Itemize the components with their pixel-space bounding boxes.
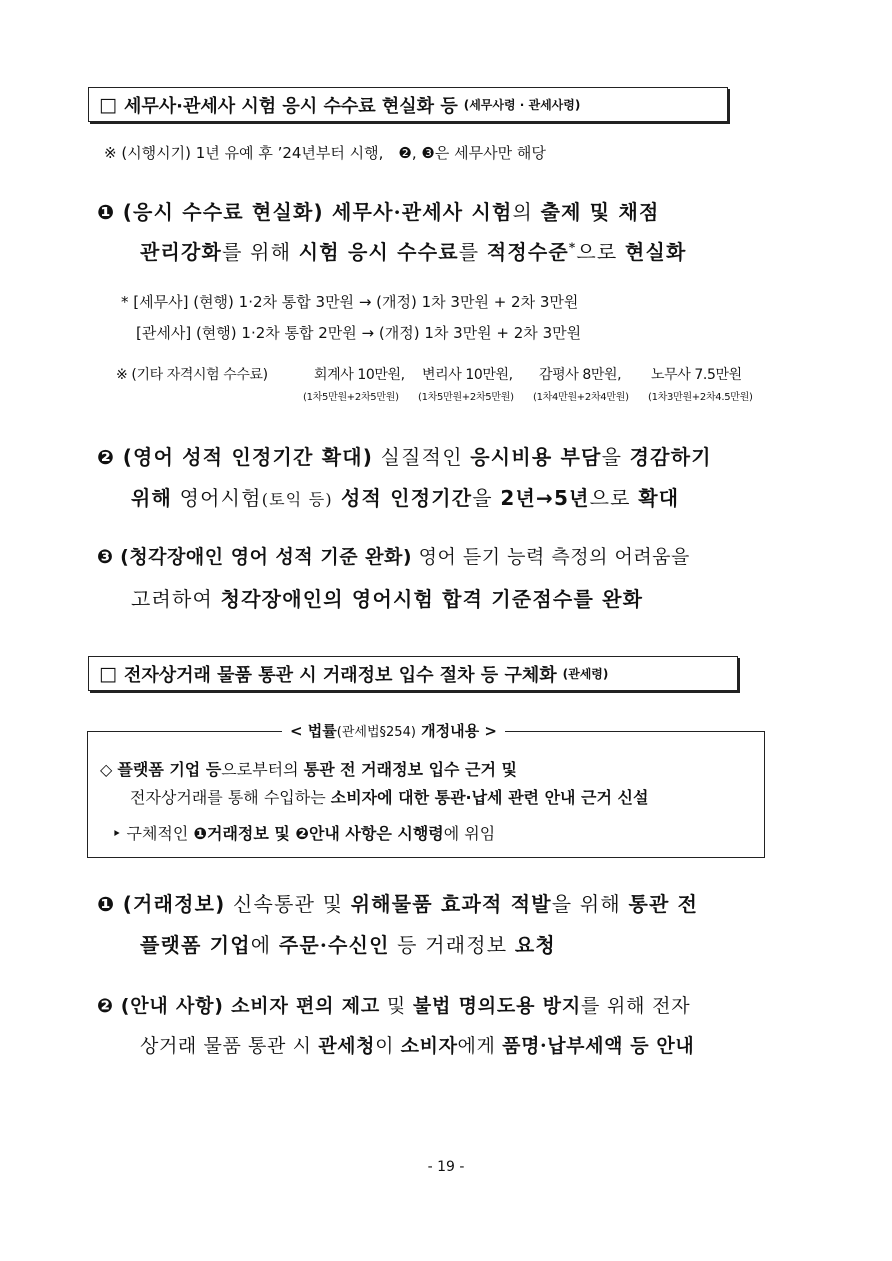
s2-item1-l1-e: 을 위해: [551, 892, 629, 916]
s2-item1-l1-c: 및: [315, 892, 351, 916]
s2-item2-l2-b: 관세청: [318, 1035, 376, 1057]
s2-item2-l2-c: 이: [375, 1035, 401, 1057]
s1-item1-text-c: 출제 및 채점: [540, 200, 660, 224]
s1-item3-line1: [97, 542, 690, 569]
s1-item2-l2-g: 으로: [589, 486, 639, 510]
s1-item2-l1-d: 을: [601, 445, 630, 469]
s2-item2-l1-d: 불법 명의도용 방지: [412, 995, 581, 1017]
s2-item1-l1-d: 위해물품 효과적 적발: [350, 892, 552, 916]
s1-item2-l2-b: 영어시험: [172, 486, 262, 510]
s1-item3-l2-b: 청각장애인의 영어시험 합격 기준점수를 완화: [220, 587, 644, 611]
other-fee-labor: 노무사 7.5만원: [651, 367, 742, 383]
bullet-3-icon: ❸: [97, 546, 114, 568]
s2-item1-l2-a: 플랫폼 기업: [140, 933, 251, 957]
s1-item3-l1-b: 영어 듣기 능력 측정의 어려움을: [412, 546, 690, 568]
s2-item2-l1-b: 소비자 편의 제고: [223, 995, 381, 1017]
breakdown-appraiser: (1차4만원+2차4만원): [533, 392, 629, 403]
fee-line-tax: * [세무사] (현행) 1·2차 통합 3만원 → (개정) 1차 3만원 + 2차 3만원: [121, 293, 579, 311]
s1-item1-l2-e: 적정수준: [486, 240, 569, 264]
s2-item1-l2-b: 에: [250, 933, 279, 957]
bullet-1-icon: ❶: [97, 200, 116, 224]
s1-item2-l1-b: 실질적인: [373, 445, 471, 469]
section1-header: [88, 87, 728, 122]
s1-item2-l2-h: 확대: [638, 486, 680, 510]
section1-header-note: (세무사령 · 관세사령): [463, 98, 581, 112]
s1-item2-l2-f: 2년→5년: [500, 486, 590, 510]
s2-item1-heading: (거래정보): [122, 892, 226, 916]
checkbox-square-icon: □: [99, 662, 117, 685]
s1-item3-l2-a: 고려하여: [131, 587, 221, 611]
law-title-c: 개정내용 >: [415, 722, 497, 740]
s2-item2-l2-f: 품명·납부세액 등 안내: [502, 1035, 695, 1057]
s1-item2-heading: (영어 성적 인정기간 확대): [122, 445, 374, 469]
s2-item1-l2-d: 등 거래정보: [389, 933, 515, 957]
s1-item1-l2-h: 현실화: [625, 240, 687, 264]
s2-item2-line2: [140, 1031, 694, 1058]
s2-item1-l1-f: 통관 전: [628, 892, 699, 916]
law-l3-b: ❶거래정보 및 ❷안내 사항은 시행령: [193, 824, 444, 843]
section2-header-note: (관세령): [562, 667, 609, 681]
s1-item1-heading: (응시 수수료 현실화): [122, 200, 324, 224]
s2-item2-heading: (안내 사항): [120, 995, 224, 1017]
s2-item2-l2-a: 상거래 물품 통관 시: [140, 1035, 319, 1057]
bullet-2-icon: ❷: [97, 995, 114, 1017]
s1-item2-l1-c: 응시비용 부담: [470, 445, 602, 469]
law-box-line1: [100, 757, 517, 780]
other-fees-label: ※ (기타 자격시험 수수료): [116, 367, 268, 383]
timing-note: ※ (시행시기) 1년 유예 후 ’24년부터 시행, ❷, ❸은 세무사만 해당: [104, 144, 546, 162]
s1-item1-text-a: 세무사·관세사 시험: [323, 200, 513, 224]
s1-item1-l2-b: 를 위해: [222, 240, 299, 264]
s1-item1-l2-d: 를: [458, 240, 487, 264]
s1-item1-line2: [140, 236, 687, 265]
fee-line-customs: [관세사] (현행) 1·2차 통합 2만원 → (개정) 1차 3만원 + 2차 3만원: [136, 324, 582, 342]
other-fee-accountant: 회계사 10만원,: [314, 367, 405, 383]
s1-item2-l2-d: 성적 인정기간: [332, 486, 473, 510]
s2-item2-l2-e: 에게: [457, 1035, 503, 1057]
s1-item2-line2: [131, 482, 679, 511]
law-box-line3: [112, 821, 495, 844]
s2-item1-l2-c: 주문·수신인: [278, 933, 390, 957]
s2-item2-l1-c: 및: [380, 995, 413, 1017]
law-box-line2: [130, 785, 648, 808]
other-fee-appraiser: 감평사 8만원,: [539, 367, 622, 383]
s2-item1-line1: [97, 888, 698, 917]
page-number: - 19 -: [427, 1159, 465, 1175]
s2-item2-l2-d: 소비자: [400, 1035, 458, 1057]
section1-title: 세무사·관세사 시험 응시 수수료 현실화 등: [123, 95, 458, 117]
s1-item2-l2-c: (토익 등): [261, 490, 333, 509]
breakdown-accountant: (1차5만원+2차5만원): [303, 392, 399, 403]
law-l3-a: ‣ 구체적인: [112, 824, 194, 843]
s1-item1-line1: [97, 196, 660, 225]
law-l3-c: 에 위임: [443, 824, 496, 843]
law-box-title: [282, 720, 505, 741]
s1-item3-heading: (청각장애인 영어 성적 기준 완화): [120, 546, 413, 568]
s1-item2-l1-e: 경감하기: [629, 445, 712, 469]
law-l1-b: 으로부터의: [221, 760, 304, 779]
law-l1-a: 플랫폼 기업 등: [117, 760, 222, 779]
s1-item1-asterisk: *: [568, 240, 577, 255]
s1-item1-l2-a: 관리강화: [140, 240, 223, 264]
s2-item1-l1-b: 신속통관: [225, 892, 316, 916]
checkbox-square-icon: □: [99, 93, 117, 116]
breakdown-labor: (1차3만원+2차4.5만원): [648, 392, 753, 403]
section2-header: [88, 656, 738, 691]
s1-item1-text-b: 의: [512, 200, 541, 224]
s2-item1-line2: [140, 929, 556, 958]
law-title-b: (관세법§254): [336, 725, 416, 740]
s1-item2-l2-a: 위해: [131, 486, 173, 510]
law-title-a: < 법률: [290, 722, 337, 740]
breakdown-patent: (1차5만원+2차5만원): [418, 392, 514, 403]
other-fee-patent: 변리사 10만원,: [422, 367, 513, 383]
s1-item3-line2: [131, 583, 643, 612]
s2-item1-l2-e: 요청: [514, 933, 556, 957]
s1-item1-l2-g: 으로: [576, 240, 626, 264]
bullet-1-icon: ❶: [97, 892, 116, 916]
bullet-2-icon: ❷: [97, 445, 116, 469]
s1-item2-l2-e: 을: [472, 486, 501, 510]
law-l1-c: 통관 전 거래정보 입수 근거 및: [303, 760, 517, 779]
s1-item2-line1: [97, 441, 712, 470]
s2-item2-l1-e: 를 위해 전자: [580, 995, 691, 1017]
s2-item2-line1: [97, 991, 690, 1018]
law-l2-b: 소비자에 대한 통관·납세 관련 안내 근거 신설: [330, 788, 649, 807]
section2-title: 전자상거래 물품 통관 시 거래정보 입수 절차 등 구체화: [123, 664, 557, 686]
diamond-icon: ◇: [100, 760, 113, 779]
law-l2-a: 전자상거래를 통해 수입하는: [130, 788, 331, 807]
s1-item1-l2-c: 시험 응시 수수료: [298, 240, 459, 264]
